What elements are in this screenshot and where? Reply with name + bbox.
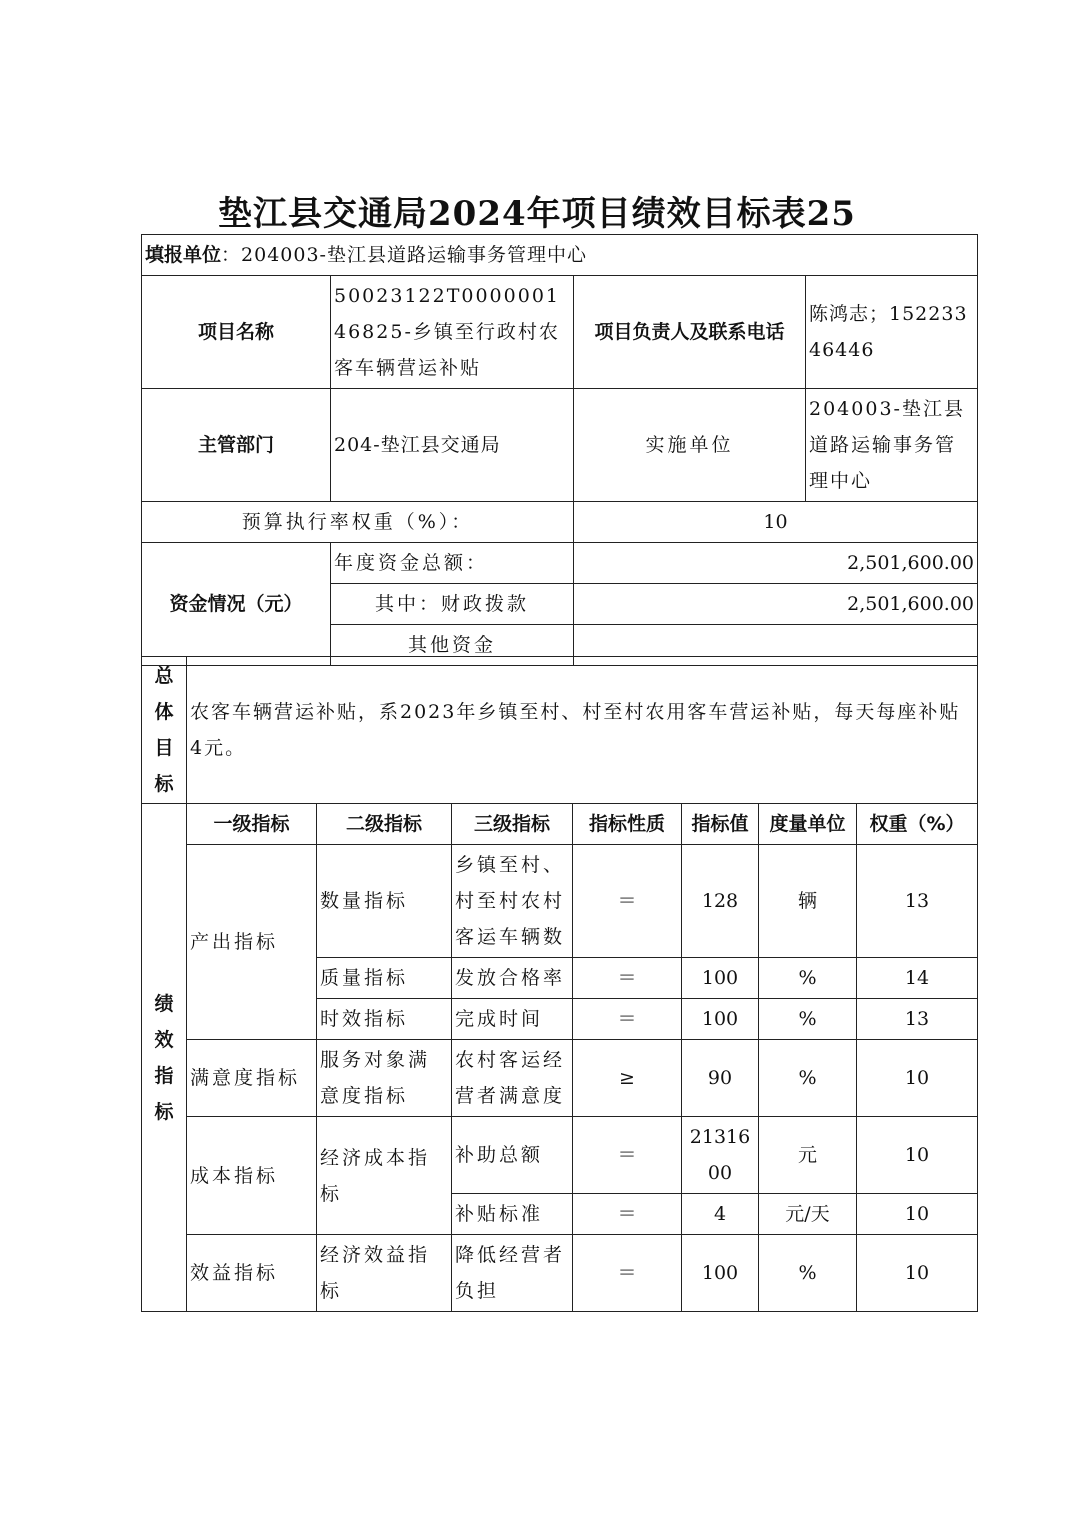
r6-weight: 10 [857, 1194, 978, 1235]
r2-indicator: 发放合格率 [452, 958, 573, 999]
r2-unit: % [759, 958, 857, 999]
r7-weight: 10 [857, 1235, 978, 1312]
budget-rate-value: 10 [574, 502, 978, 543]
r7-indicator: 降低经营者负担 [452, 1235, 573, 1312]
r1-unit: 辆 [759, 845, 857, 958]
project-name-value: 50023122T000000146825-乡镇至行政村农客车辆营运补贴 [331, 276, 574, 389]
r1-weight: 13 [857, 845, 978, 958]
dept-value: 204-垫江县交通局 [331, 389, 574, 502]
r6-value: 4 [682, 1194, 759, 1235]
overall-goal-text: 农客车辆营运补贴，系2023年乡镇至村、村至村农用客车营运补贴，每天每座补贴4元。 [187, 657, 978, 804]
funds-fiscal-label: 其中：财政拨款 [331, 584, 574, 625]
benefit-sub: 经济效益指标 [317, 1235, 452, 1312]
r1-indicator: 乡镇至村、村至村农村客运车辆数 [452, 845, 573, 958]
fill-unit-value: ：204003-垫江县道路运输事务管理中心 [221, 244, 587, 266]
header-level1: 一级指标 [187, 804, 317, 845]
fill-unit-label: 填报单位 [145, 244, 222, 266]
funds-label: 资金情况（元） [142, 543, 331, 666]
r2-nature: ＝ [573, 958, 682, 999]
r6-unit: 元/天 [759, 1194, 857, 1235]
r5-nature: ＝ [573, 1117, 682, 1194]
perf-label: 绩效指标 [142, 804, 187, 1312]
r5-weight: 10 [857, 1117, 978, 1194]
r2-value: 100 [682, 958, 759, 999]
funds-fiscal-value: 2,501,600.00 [574, 584, 978, 625]
r2-weight: 14 [857, 958, 978, 999]
impl-value: 204003-垫江县道路运输事务管理中心 [806, 389, 978, 502]
funds-total-value: 2,501,600.00 [574, 543, 978, 584]
quantity-label: 数量指标 [317, 845, 452, 958]
funds-total-label: 年度资金总额： [331, 543, 574, 584]
funds-other-label: 其他资金 [331, 625, 574, 666]
overall-goal-table [141, 656, 978, 804]
header-unit: 度量单位 [759, 804, 857, 845]
r6-indicator: 补贴标准 [452, 1194, 573, 1235]
overall-goal-label: 总体目标 [142, 657, 187, 804]
header-nature: 指标性质 [573, 804, 682, 845]
r1-nature: ＝ [573, 845, 682, 958]
r4-indicator: 农村客运经营者满意度 [452, 1040, 573, 1117]
document-title: 垫江县交通局2024年项目绩效目标表25 [218, 194, 856, 234]
header-weight: 权重（%） [857, 804, 978, 845]
r5-value: 2131600 [682, 1117, 759, 1194]
r4-weight: 10 [857, 1040, 978, 1117]
benefit-label: 效益指标 [187, 1235, 317, 1312]
r3-weight: 13 [857, 999, 978, 1040]
header-level2: 二级指标 [317, 804, 452, 845]
r5-unit: 元 [759, 1117, 857, 1194]
cost-sub: 经济成本指标 [317, 1117, 452, 1235]
r7-value: 100 [682, 1235, 759, 1312]
satisfaction-sub: 服务对象满意度指标 [317, 1040, 452, 1117]
project-info-table [141, 234, 978, 666]
satisfaction-label: 满意度指标 [187, 1040, 317, 1117]
r7-nature: ＝ [573, 1235, 682, 1312]
r6-nature: ＝ [573, 1194, 682, 1235]
r4-value: 90 [682, 1040, 759, 1117]
r4-unit: % [759, 1040, 857, 1117]
budget-rate-label: 预算执行率权重（%）： [142, 502, 574, 543]
cost-label: 成本指标 [187, 1117, 317, 1235]
impl-label: 实施单位 [574, 389, 806, 502]
quality-label: 质量指标 [317, 958, 452, 999]
r3-value: 100 [682, 999, 759, 1040]
timeliness-label: 时效指标 [317, 999, 452, 1040]
header-value: 指标值 [682, 804, 759, 845]
header-level3: 三级指标 [452, 804, 573, 845]
output-label: 产出指标 [187, 845, 317, 1040]
r7-unit: % [759, 1235, 857, 1312]
fill-unit-row [142, 235, 978, 276]
project-name-label: 项目名称 [142, 276, 331, 389]
r5-indicator: 补助总额 [452, 1117, 573, 1194]
performance-table [141, 803, 978, 1312]
r3-nature: ＝ [573, 999, 682, 1040]
dept-label: 主管部门 [142, 389, 331, 502]
manager-value: 陈鸿志；15223346446 [806, 276, 978, 389]
r1-value: 128 [682, 845, 759, 958]
r3-unit: % [759, 999, 857, 1040]
manager-label: 项目负责人及联系电话 [574, 276, 806, 389]
r4-nature: ≥ [573, 1040, 682, 1117]
r3-indicator: 完成时间 [452, 999, 573, 1040]
